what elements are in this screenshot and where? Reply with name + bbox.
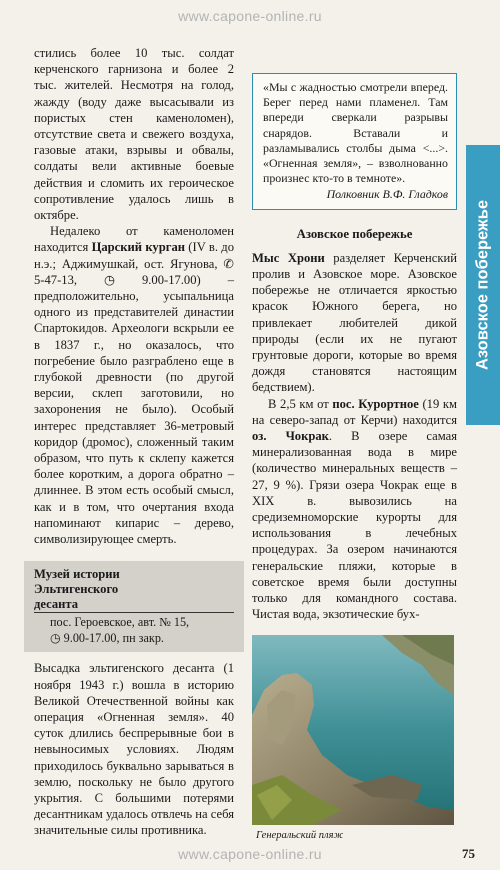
museum-address: пос. Героевское, авт. № 15, [50, 615, 190, 630]
text-span: (19 км на северо-запад от Керчи) находится [252, 396, 457, 427]
chokrak-lake-name: оз. Чокрак [252, 429, 329, 444]
left-paragraph-3: Высадка эльтигенского десанта (1 ноября 1943 г.) вошла в историю Великой Отечественной войны как операция «Огненная земля». 40 суток длились беспрерывные бои в невыносимых условиях. Людям приходилось буквально зарываться в землю, поскольку не было другого укрытия. С большими потерями десантникам удалось отвлечь на себя значительные силы противника. [34, 661, 234, 838]
watermark-bottom: www.capone-online.ru [178, 846, 322, 862]
text-span: (IV в. до н.э.; Аджимушкай, ост. Ягунова, ✆ 5-47-13, ◷ 9.00-17.00) – предположительно, усыпальница одного из представителей династии Спартокидов. Археологи вскрыли ее в 1837 г., но оказалось, что погребение было разграблено еще в глубокой древности (по другой версии, склеп заготовили, но захоронения не было). Особый интерес представляет 36-метровый коридор (дромос), сложенный таким образом, что путь к склепу кажется более коротким, а дорога обратно – длиннее. В этом есть особый смысл, как и в том, что очертания входа напоминают кипарис – дерево, символизирующее смерть. [34, 240, 234, 547]
section-sidebar-tab [466, 145, 500, 425]
page-number: 75 [462, 846, 475, 861]
tsar-kurgan-name: Царский курган [91, 240, 185, 255]
museum-title [34, 567, 234, 613]
text-span: разделяет Керченский пролив и Азовское море. Азовское побережье не отличается яркостью красок Южного берега, но привлекает любителей дикой природы (если их не пугают грунтовые дороги, которые во время дождя становятся настоящим бедствием). [252, 250, 457, 395]
left-column [34, 45, 234, 839]
right-paragraph-1 [252, 250, 457, 396]
photo-caption: Генеральский пляж [256, 830, 344, 841]
museum-hours: ◷ 9.00-17.00, пн закр. [50, 630, 164, 645]
section-title: Азовское побережье [296, 226, 413, 241]
right-paragraph-2 [252, 396, 457, 623]
watermark-top: www.capone-online.ru [178, 8, 322, 24]
museum-title-line-2: Эльтигенского десанта [34, 582, 234, 613]
cape-khroni-name: Мыс Хрони [252, 250, 325, 265]
text-span: Недалеко от каменоломен находится [34, 224, 234, 255]
sidebar-tab-label: Азовское побережье [473, 199, 492, 371]
kurortnoe-name: пос. Курортное [332, 396, 419, 411]
quote-box [252, 73, 457, 210]
beach-photo [252, 635, 454, 825]
museum-info-box [24, 561, 244, 652]
quote-author: Полковник В.Ф. Гладков [326, 187, 448, 202]
text-span: . В озере самая минерализованная вода в мире (количество минеральных веществ – 27, 9 %). Грязи озера Чокрак еще в XIX в. вывозились на средиземноморские курорты для использования в лечебных процедурах. За озером начинаются генеральские пляжи, которые в советское время были доступны только для командного состава. Чистая вода, экзотические бух- [252, 429, 457, 622]
museum-title-line-1: Музей истории [34, 567, 120, 582]
left-paragraph-2 [34, 223, 234, 547]
right-column [252, 45, 457, 623]
text-span: В 2,5 км от [268, 396, 333, 411]
beach-photo-illustration [252, 635, 454, 825]
museum-details [34, 615, 234, 646]
quote-text: «Мы с жадностью смотрели вперед. Берег перед нами пламенел. Там впереди сверкали разрывы снарядов. Вставали и разламывались столбы дыма <...>. «Огненная земля», – взволнованно произнес кто-то в темноте». [263, 80, 448, 186]
left-paragraph-1: стились более 10 тыс. солдат керченского гарнизона и более 2 тыс. жителей. Несмотря на голод, жажду (воду даже высасывали из пористых стен каменоломен), отсутствие света и свежего воздуха, газовые атаки, взрывы и обвалы, солдаты вели активные боевые действия и сломить их героическое сопротивление удалось лишь в октябре. [34, 46, 234, 223]
